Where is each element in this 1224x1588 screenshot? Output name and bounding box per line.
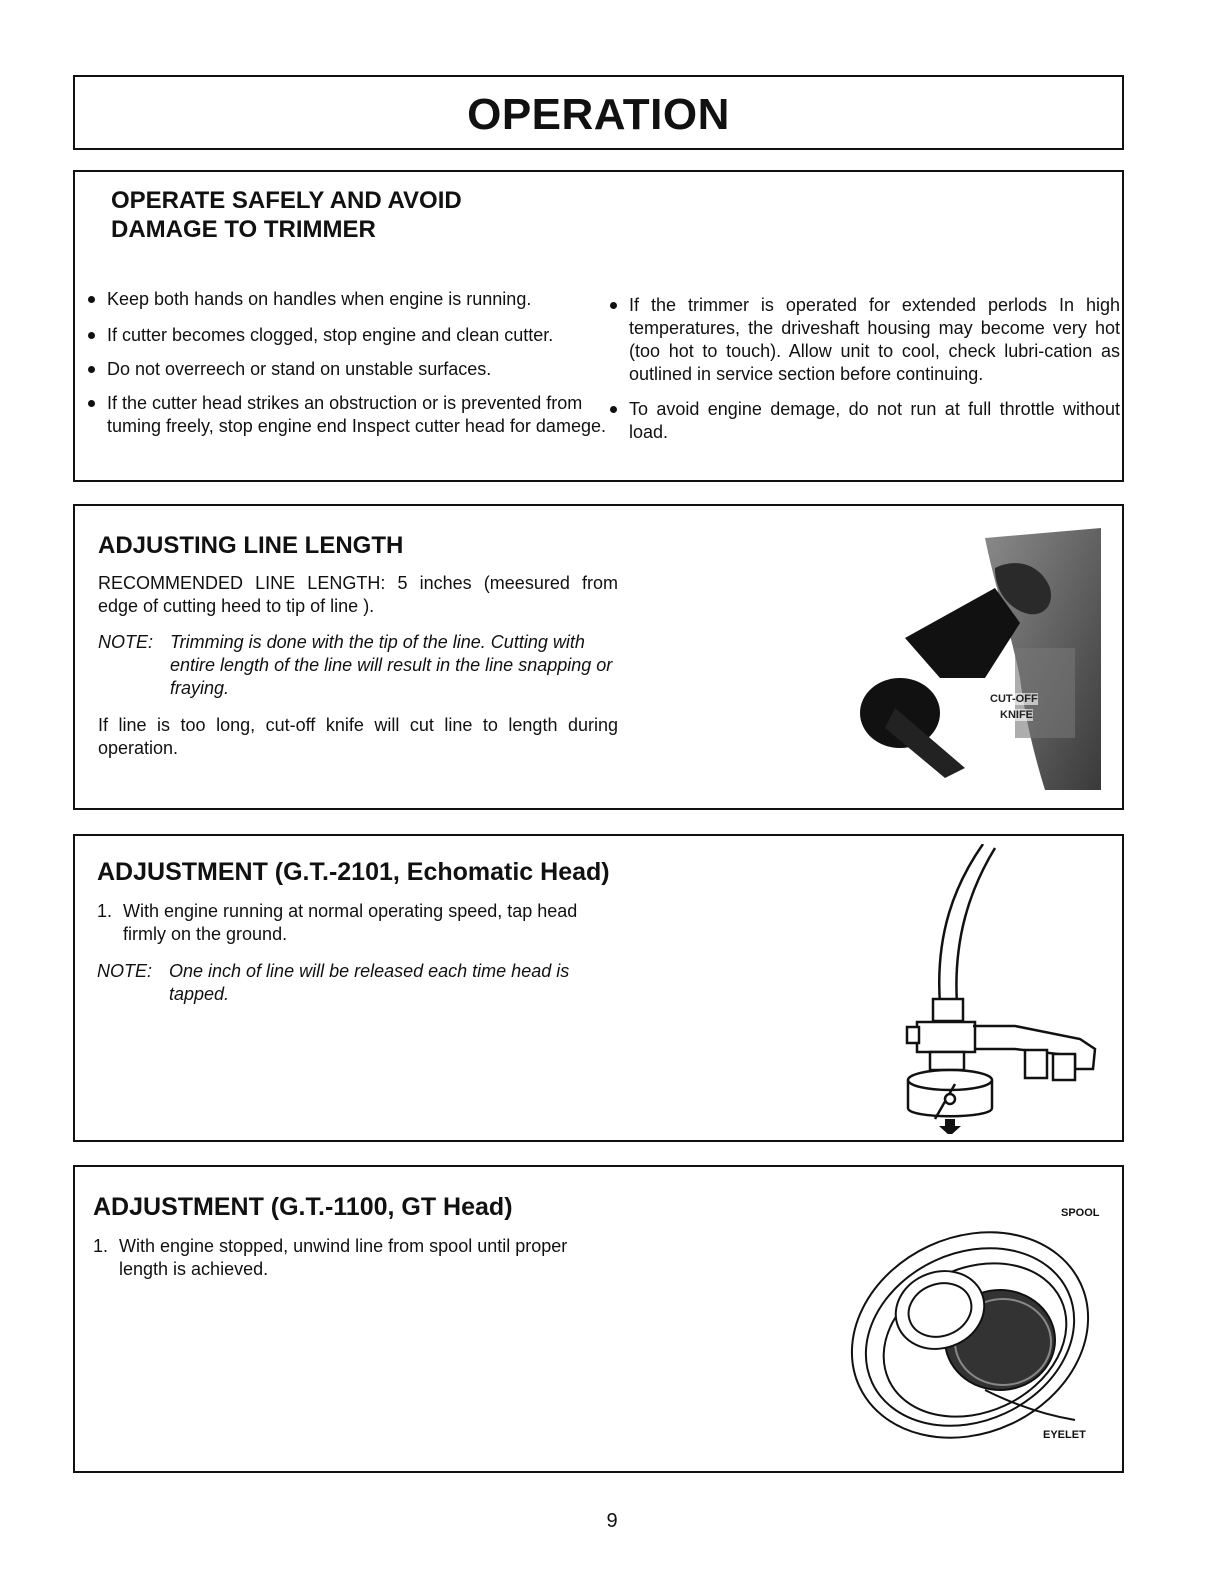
line-length-heading: ADJUSTING LINE LENGTH xyxy=(98,532,404,559)
cutoff-label-line2: KNIFE xyxy=(1000,709,1033,721)
spool-label: SPOOL xyxy=(1061,1207,1100,1219)
list-item: If the cutter head strikes an obstruction or is prevented from tuming freely, stop engine end Inspect cutter head for damege. xyxy=(83,392,613,438)
step-text: With engine running at normal operating speed, tap head firmly on the ground. xyxy=(123,901,578,944)
note-label: NOTE: xyxy=(98,632,154,652)
cutoff-label-line1: CUT-OFF xyxy=(990,693,1038,705)
adjustment-2101-note xyxy=(97,960,627,1006)
recommended-length-text: RECOMMENDED LINE LENGTH: 5 inches (meesured from edge of cutting heed to tip of line ). xyxy=(98,573,618,616)
page-title: OPERATION xyxy=(467,90,730,139)
safety-section xyxy=(73,170,1124,482)
list-item xyxy=(97,900,617,946)
list-item xyxy=(93,1235,613,1281)
adjustment-1100-steps xyxy=(93,1235,613,1281)
safety-right-list xyxy=(605,294,1120,444)
step-number: 1. xyxy=(93,1236,109,1256)
adjustment-2101-heading: ADJUSTMENT (G.T.-2101, Echomatic Head) xyxy=(97,858,610,886)
adjustment-2101-steps xyxy=(97,900,617,946)
list-item: Keep both hands on handles when engine is running. xyxy=(83,288,613,311)
note-text: One inch of line will be released each time head is tapped. xyxy=(169,961,570,1004)
list-item: If cutter becomes clogged, stop engine and clean cutter. xyxy=(83,324,613,347)
eyelet-label: EYELET xyxy=(1043,1429,1086,1441)
list-item: Do not overreech or stand on unstable surfaces. xyxy=(83,358,613,381)
spool-drawing xyxy=(835,1215,1095,1455)
line-length-paragraph: If line is too long, cut-off knife will cut line to length during operation. xyxy=(98,715,618,758)
page-number: 9 xyxy=(606,1510,618,1532)
echomatic-head-drawing xyxy=(895,844,1115,1134)
cutoff-knife-photo xyxy=(845,528,1101,790)
step-number: 1. xyxy=(97,901,113,921)
title-box xyxy=(73,75,1124,150)
list-item: If the trimmer is operated for extended perlods In high temperatures, the driveshaft housing may become very hot (too hot to touch). Allow unit to cool, check lubri-cation as outlined in service section before continuing. xyxy=(605,294,1120,386)
adjustment-1100-section xyxy=(73,1165,1124,1473)
step-text: With engine stopped, unwind line from spool until proper length is achieved. xyxy=(119,1236,568,1279)
adjustment-2101-section xyxy=(73,834,1124,1142)
safety-left-list xyxy=(83,288,613,438)
line-length-section xyxy=(73,504,1124,810)
note-label: NOTE: xyxy=(97,961,153,981)
safety-heading-line1: OPERATE SAFELY AND AVOID xyxy=(111,187,462,214)
line-length-note xyxy=(98,631,623,700)
adjustment-1100-heading: ADJUSTMENT (G.T.-1100, GT Head) xyxy=(93,1193,513,1221)
safety-heading-line2: DAMAGE TO TRIMMER xyxy=(111,216,376,243)
list-item: To avoid engine demage, do not run at full throttle without load. xyxy=(605,398,1120,444)
note-text: Trimming is done with the tip of the line. Cutting with entire length of the line will result in the line snapping or fraying. xyxy=(170,632,613,698)
